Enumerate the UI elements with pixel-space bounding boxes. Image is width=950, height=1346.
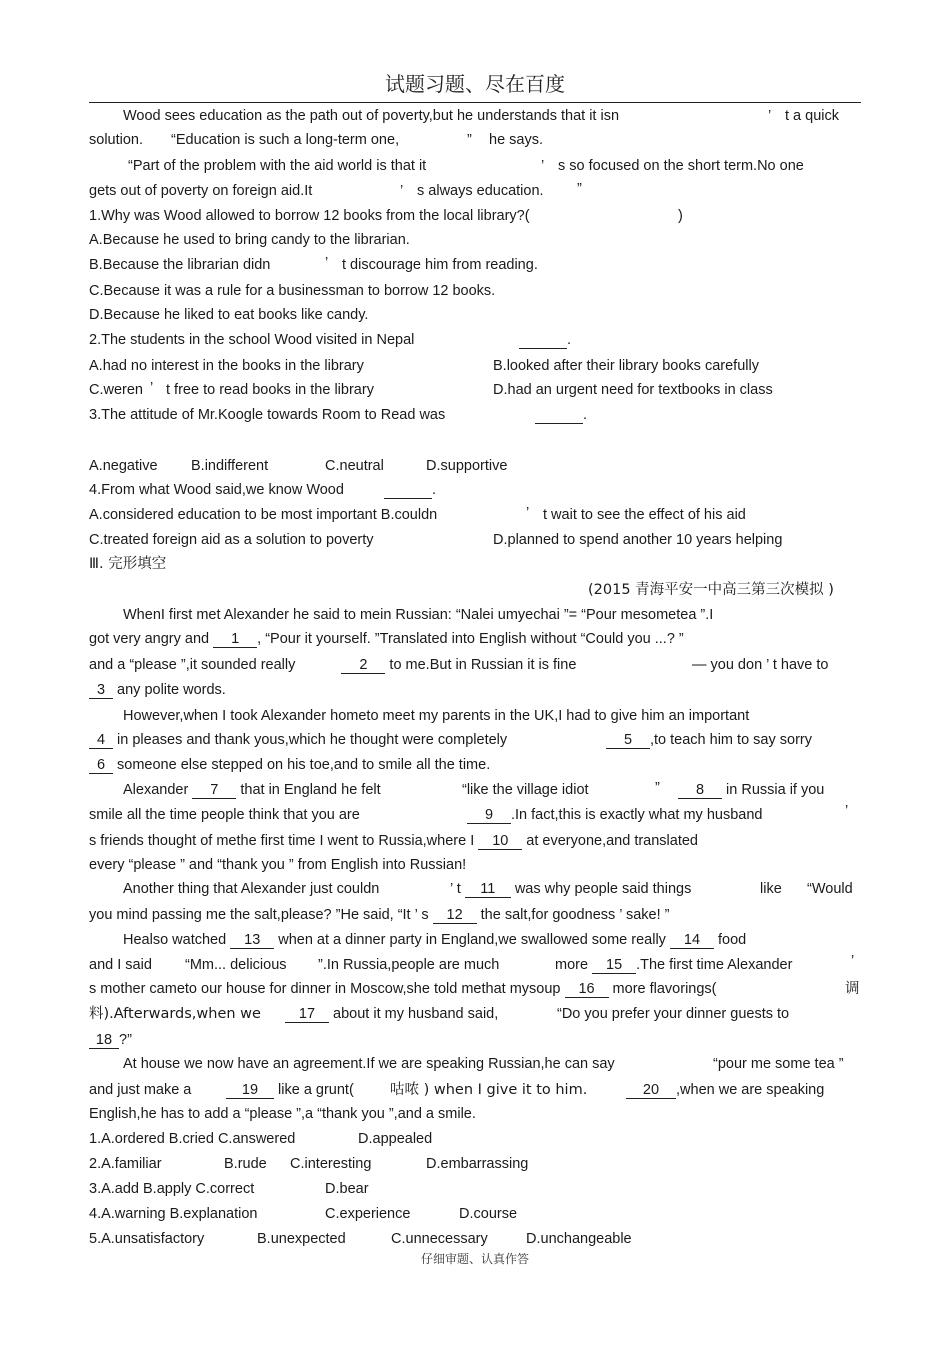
- passage-line: s so focused on the short term.No one: [558, 158, 804, 174]
- cloze-options-2-b: B.rude: [224, 1156, 267, 1172]
- cloze-blank-18: 18: [89, 1032, 119, 1049]
- question-4-stem: 4.From what Wood said,we know Wood: [89, 482, 344, 498]
- question-2-option-c-rest: t free to read books in the library: [166, 382, 374, 398]
- cloze-blank-11: 11: [465, 881, 511, 898]
- cloze-options-2-d: D.embarrassing: [426, 1156, 529, 1172]
- cloze-options-4-d: D.course: [459, 1206, 518, 1222]
- cloze-options-5: 5.A.unsatisfactory: [89, 1231, 205, 1247]
- passage-line: solution.: [89, 132, 144, 148]
- cloze-line: more 15 .The first time Alexander: [555, 957, 793, 973]
- cloze-line: and a “please ”,it sounded really 2 to me.But in Russian it is fine: [89, 657, 577, 673]
- cloze-line: — you don ’ t have to: [692, 657, 829, 673]
- cloze-blank-15: 15: [592, 957, 636, 974]
- question-3-option-d: D.supportive: [426, 458, 508, 474]
- cloze-line: 3 any polite words.: [89, 681, 226, 699]
- cloze-options-2-c: C.interesting: [290, 1156, 372, 1172]
- cloze-line: s mother cameto our house for dinner in Moscow,she told methat mysoup 16 more flavorings(: [89, 981, 717, 997]
- cloze-blank-19: 19: [226, 1082, 274, 1099]
- cloze-line: 20 ,when we are speaking: [626, 1081, 824, 1099]
- cloze-line: smile all the time people think that you are: [89, 807, 360, 823]
- cloze-line: ”: [655, 780, 660, 796]
- passage-line: Wood sees education as the path out of poverty,but he understands that it isn: [123, 108, 620, 124]
- cloze-blank-8: 8: [678, 782, 722, 799]
- cloze-line: “pour me some tea ”: [713, 1056, 844, 1072]
- cloze-line: 6 someone else stepped on his toe,and to smile all the time.: [89, 756, 490, 774]
- cloze-blank-1: 1: [213, 631, 257, 648]
- question-1-option-a: A.Because he used to bring candy to the librarian.: [89, 232, 410, 248]
- passage-quote: “Education is such a long-term one,: [171, 132, 400, 148]
- cloze-options-5-d: D.unchangeable: [526, 1231, 632, 1247]
- cloze-line: 5 ,to teach him to say sorry: [606, 731, 812, 749]
- cloze-blank-3: 3: [89, 682, 113, 699]
- cloze-blank-14: 14: [670, 932, 714, 949]
- cloze-line: and I said: [89, 957, 152, 973]
- cloze-line: 调: [845, 981, 860, 997]
- question-2-stem: 2.The students in the school Wood visited in Nepal: [89, 332, 415, 348]
- cloze-line: However,when I took Alexander hometo meet my parents in the UK,I had to give him an important: [123, 708, 750, 724]
- cloze-options-1: 1.A.ordered B.cried C.answered: [89, 1131, 296, 1147]
- cloze-line: ’: [851, 953, 855, 969]
- question-1-option-c: C.Because it was a rule for a businessman to borrow 12 books.: [89, 283, 496, 299]
- passage-apostrophe: ’: [541, 158, 545, 174]
- cloze-line: like: [760, 881, 782, 897]
- question-4-option-b-apos: ’: [526, 505, 530, 521]
- cloze-options-1-d: D.appealed: [358, 1131, 433, 1147]
- page-header: 试题习题、尽在百度: [385, 72, 565, 96]
- question-2-option-c-apos: ’: [150, 380, 154, 396]
- passage-apostrophe: ’: [768, 108, 772, 124]
- passage-line: s always education.: [417, 183, 544, 199]
- section-source: (2015 青海平安一中高三第三次模拟 ): [588, 582, 834, 598]
- cloze-blank-7: 7: [192, 782, 236, 799]
- cloze-line: 9 .In fact,this is exactly what my husband: [467, 806, 762, 824]
- cloze-line: Another thing that Alexander just couldn: [123, 881, 380, 897]
- question-3-option-a: A.negative: [89, 458, 158, 474]
- cloze-line: every “please ” and “thank you ” from English into Russian!: [89, 857, 467, 873]
- question-3-blank: .: [535, 406, 587, 424]
- question-4-option-b-rest: t wait to see the effect of his aid: [543, 507, 746, 523]
- cloze-line: ”.In Russia,people are much: [318, 957, 500, 973]
- cloze-line: 18 ?”: [89, 1031, 132, 1049]
- cloze-options-4: 4.A.warning B.explanation: [89, 1206, 258, 1222]
- cloze-line: you mind passing me the salt,please? ”He said, “It ’ s 12 the salt,for goodness ’ sake! ”: [89, 907, 670, 923]
- cloze-options-5-c: C.unnecessary: [391, 1231, 488, 1247]
- section-title: Ⅲ. 完形填空: [89, 556, 167, 572]
- question-2-option-c: C.weren: [89, 382, 143, 398]
- passage-line: gets out of poverty on foreign aid.It: [89, 183, 313, 199]
- passage-line: he says.: [489, 132, 543, 148]
- cloze-line: 17 about it my husband said,: [285, 1005, 498, 1023]
- question-3-stem: 3.The attitude of Mr.Koogle towards Room to Read was: [89, 407, 446, 423]
- question-1-option-b: B.Because the librarian didn: [89, 257, 271, 273]
- cloze-line: “Do you prefer your dinner guests to: [557, 1006, 790, 1022]
- cloze-blank-4: 4: [89, 732, 113, 749]
- passage-quote-mark: ”: [467, 132, 472, 148]
- question-3-option-c: C.neutral: [325, 458, 384, 474]
- cloze-line: “Mm... delicious: [185, 957, 287, 973]
- cloze-blank-10: 10: [478, 833, 522, 850]
- cloze-blank-12: 12: [433, 907, 477, 924]
- cloze-options-3: 3.A.add B.apply C.correct: [89, 1181, 255, 1197]
- cloze-blank-13: 13: [230, 932, 274, 949]
- cloze-line: WhenI first met Alexander he said to mein Russian: “Nalei umyechai ”= “Pour mesometea ”.I: [123, 607, 714, 623]
- cloze-blank-9: 9: [467, 807, 511, 824]
- question-1-option-d: D.Because he liked to eat books like candy.: [89, 307, 369, 323]
- passage-apostrophe: ’: [400, 183, 404, 199]
- cloze-line: “Would: [807, 881, 853, 897]
- question-3-option-b: B.indifferent: [191, 458, 269, 474]
- cloze-line: ’ t 11 was why people said things: [450, 881, 692, 897]
- cloze-line: 4 in pleases and thank yous,which he thought were completely: [89, 731, 507, 749]
- question-4-blank: .: [384, 481, 436, 499]
- cloze-options-3-d: D.bear: [325, 1181, 369, 1197]
- header-rule: [89, 102, 861, 103]
- cloze-line: 咕哝 ) when I give it to him.: [390, 1082, 588, 1098]
- passage-quote-mark: ”: [577, 181, 582, 197]
- question-1-option-b-rest: t discourage him from reading.: [342, 257, 538, 273]
- cloze-blank-6: 6: [89, 757, 113, 774]
- cloze-line: ’: [845, 803, 849, 819]
- question-1-paren: ): [678, 208, 683, 224]
- cloze-line: “like the village idiot: [462, 782, 589, 798]
- cloze-line: s friends thought of methe first time I went to Russia,where I 10 at everyone,and translated: [89, 833, 698, 849]
- cloze-blank-20: 20: [626, 1082, 676, 1099]
- question-4-option-c: C.treated foreign aid as a solution to poverty: [89, 532, 374, 548]
- passage-line: t a quick: [785, 108, 839, 124]
- question-4-option-d: D.planned to spend another 10 years helping: [493, 532, 783, 548]
- question-2-option-d: D.had an urgent need for textbooks in class: [493, 382, 773, 398]
- question-2-option-b: B.looked after their library books carefully: [493, 358, 759, 374]
- question-2-option-a: A.had no interest in the books in the library: [89, 358, 364, 374]
- cloze-line: Alexander 7 that in England he felt: [123, 782, 381, 798]
- page-footer: 仔细审题、认真作答: [420, 1252, 529, 1266]
- cloze-line: At house we now have an agreement.If we are speaking Russian,he can say: [123, 1056, 615, 1072]
- question-4-option-ab: A.considered education to be most important B.couldn: [89, 507, 438, 523]
- cloze-options-2: 2.A.familiar: [89, 1156, 162, 1172]
- question-1-option-b-apos: ’: [325, 255, 329, 271]
- cloze-options-4-c: C.experience: [325, 1206, 411, 1222]
- cloze-line: 19 like a grunt(: [226, 1081, 354, 1099]
- question-2-blank: .: [519, 331, 571, 349]
- cloze-line: and just make a: [89, 1082, 192, 1098]
- cloze-line: 料).Afterwards,when we: [89, 1006, 261, 1022]
- passage-line: “Part of the problem with the aid world is that it: [128, 158, 427, 174]
- cloze-blank-5: 5: [606, 732, 650, 749]
- cloze-line: English,he has to add a “please ”,a “thank you ”,and a smile.: [89, 1106, 476, 1122]
- cloze-line: 8 in Russia if you: [678, 781, 824, 799]
- question-1-stem: 1.Why was Wood allowed to borrow 12 books from the local library?(: [89, 208, 530, 224]
- cloze-line: Healso watched 13 when at a dinner party in England,we swallowed some really 14 food: [123, 932, 747, 948]
- cloze-blank-17: 17: [285, 1006, 329, 1023]
- cloze-blank-2: 2: [341, 657, 385, 674]
- cloze-options-5-b: B.unexpected: [257, 1231, 346, 1247]
- cloze-line: got very angry and 1 , “Pour it yourself. ”Translated into English without “Could you ...? ”: [89, 631, 684, 647]
- cloze-blank-16: 16: [565, 981, 609, 998]
